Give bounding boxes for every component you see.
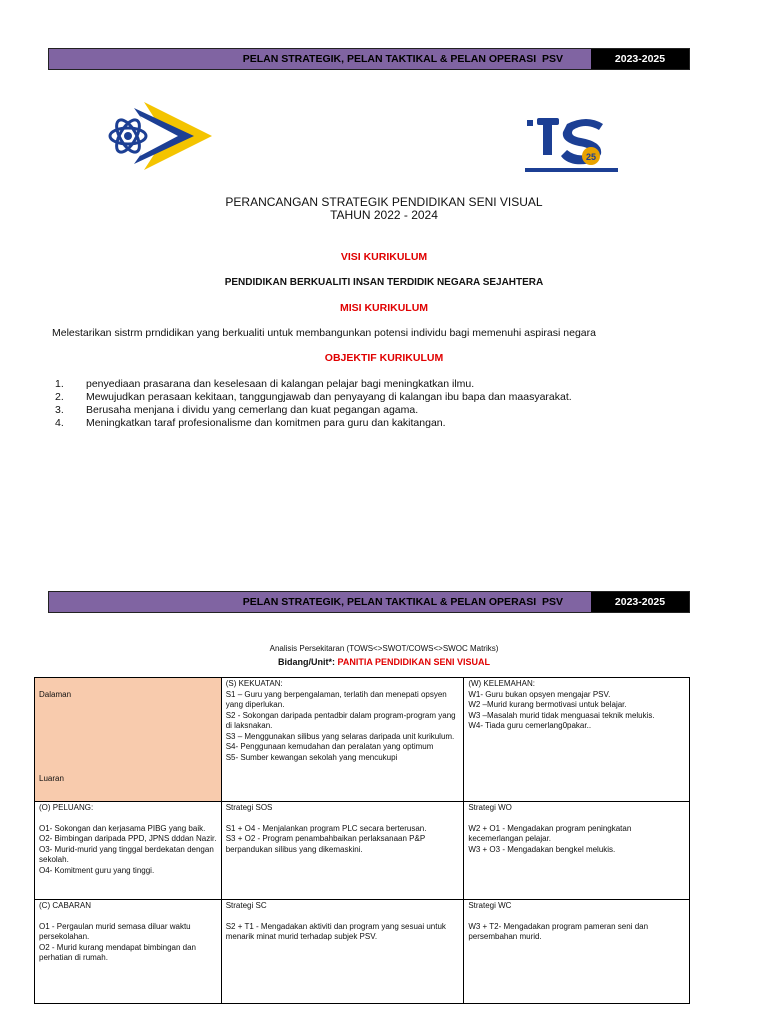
strategi-so-item: S3 + O2 - Program penambahbaikan perlaksanaan P&P berpandukan silibus yang dikemaskini. — [225, 834, 426, 854]
kelemahan-item: W4- Tiada guru cemerlang0pakar.. — [468, 721, 592, 730]
strategi-wc-item: W3 + T2- Mengadakan program pameran seni dan persembahan murid. — [468, 921, 649, 941]
strategi-so-cell — [221, 802, 464, 900]
page-title: PERANCANGAN STRATEGIK PENDIDIKAN SENI VISUAL — [225, 195, 543, 209]
strategi-wo-item: W2 + O1 - Mengadakan program peningkatan kecemerlangan pelajar. — [468, 823, 632, 843]
bidang-line — [0, 657, 768, 667]
strategi-sc-cell — [221, 900, 464, 1004]
list-number: 4. — [55, 417, 64, 429]
list-item — [55, 417, 572, 430]
ts25-logo-icon — [523, 110, 620, 176]
kekuatan-item: S3 – Menggunakan silibus yang selaras daripada unit kurikulum. — [225, 731, 455, 741]
kekuatan-heading: (S) KEKUATAN: — [225, 679, 283, 688]
objektif-label: OBJEKTIF KURIKULUM — [324, 352, 444, 364]
strategi-wo-heading: Strategi WO — [468, 803, 512, 812]
banner-title: PELAN STRATEGIK, PELAN TAKTIKAL & PELAN OPERASI PSV — [49, 592, 591, 612]
list-text: Berusaha menjana i dividu yang cemerlang dan kuat pegangan agama. — [86, 404, 419, 416]
peluang-item: O2- Bimbingan daripada PPD, JPNS dddan Nazir. — [39, 834, 217, 843]
visi-text: PENDIDIKAN BERKUALITI INSAN TERDIDIK NEGARA SEJAHTERA — [224, 277, 544, 288]
strategi-so-heading: Strategi SOS — [225, 803, 273, 812]
analysis-title: Analisis Persekitaran (TOWS<>SWOT/COWS<>SWOC Matriks) — [269, 644, 499, 653]
peluang-item: O1- Sokongan dan kerjasama PIBG yang baik. — [39, 823, 206, 833]
objektif-list — [55, 378, 572, 430]
peluang-heading: (O) PELUANG: — [39, 803, 94, 812]
table-row — [35, 802, 690, 900]
strategi-sc-item: S2 + T1 - Mengadakan aktiviti dan program yang sesuai untuk menarik minat murid terhadap subjek PSV. — [225, 921, 446, 941]
list-item — [55, 378, 572, 391]
svg-text:25: 25 — [586, 152, 597, 162]
kelemahan-item: W1- Guru bukan opsyen mengajar PSV. — [468, 689, 611, 699]
kekuatan-item: S1 – Guru yang berpengalaman, terlatih dan menepati opsyen yang diperlukan. — [225, 689, 447, 709]
list-text: Meningkatkan taraf profesionalisme dan komitmen para guru dan kakitangan. — [86, 417, 446, 429]
strategi-wc-cell — [464, 900, 690, 1004]
kekuatan-cell — [221, 678, 464, 802]
cabaran-item: O2 - Murid kurang mendapat bimbingan dan perhatian di rumah. — [39, 942, 196, 962]
kelemahan-item: W2 –Murid kurang bermotivasi untuk belajar. — [468, 700, 627, 709]
banner-years: 2023-2025 — [591, 592, 689, 612]
list-number: 3. — [55, 404, 64, 416]
peluang-item: O3- Murid-murid yang tinggal berdekatan dengan sekolah. — [39, 844, 214, 864]
list-number: 1. — [55, 378, 64, 390]
peluang-cell — [35, 802, 222, 900]
dalaman-luaran-cell — [35, 678, 222, 802]
table-row — [35, 678, 690, 802]
page-subtitle: TAHUN 2022 - 2024 — [330, 208, 438, 222]
strategi-so-item: S1 + O4 - Menjalankan program PLC secara berterusan. — [225, 823, 427, 833]
kelemahan-heading: (W) KELEMAHAN: — [468, 679, 535, 688]
list-number: 2. — [55, 391, 64, 403]
swot-table — [34, 677, 690, 1004]
banner-years: 2023-2025 — [591, 49, 689, 69]
ministry-arrow-logo-icon — [104, 98, 216, 174]
misi-text: Melestarikan sistrm prndidikan yang berkualiti untuk membangunkan potensi individu bagi memenuhi aspirasi negara — [52, 327, 596, 339]
kelemahan-item: W3 –Masalah murid tidak menguasai teknik melukis. — [468, 710, 655, 720]
misi-label: MISI KURIKULUM — [339, 302, 429, 314]
list-item — [55, 391, 572, 404]
strategi-wc-heading: Strategi WC — [468, 901, 512, 910]
kekuatan-item: S2 - Sokongan daripada pentadbir dalam program-program yang di laksnakan. — [225, 710, 456, 730]
luaran-label: Luaran — [39, 774, 64, 783]
strategi-wo-item: W3 + O3 - Mengadakan bengkel melukis. — [468, 844, 616, 854]
cabaran-item: O1 - Pergaulan murid semasa diluar waktu persekolahan. — [39, 921, 191, 941]
kekuatan-item: S4- Penggunaan kemudahan dan peralatan yang optimum — [225, 742, 434, 751]
list-text: penyediaan prasarana dan keselesaan di kalangan pelajar bagi meningkatkan ilmu. — [86, 378, 475, 390]
table-row — [35, 900, 690, 1004]
strategi-wo-cell — [464, 802, 690, 900]
second-banner — [48, 591, 690, 613]
top-banner — [48, 48, 690, 70]
strategi-sc-heading: Strategi SC — [225, 901, 267, 910]
bidang-label: Bidang/Unit*: — [277, 657, 335, 667]
dalaman-label: Dalaman — [39, 690, 72, 699]
visi-label: VISI KURIKULUM — [340, 251, 428, 263]
cabaran-heading: (C) CABARAN — [39, 901, 92, 910]
banner-title: PELAN STRATEGIK, PELAN TAKTIKAL & PELAN OPERASI PSV — [49, 49, 591, 69]
list-text: Mewujudkan perasaan kekitaan, tanggungjawab dan penyayang di kalangan ibu bapa dan maasyarakat. — [86, 391, 572, 403]
cabaran-cell — [35, 900, 222, 1004]
bidang-value: PANITIA PENDIDIKAN SENI VISUAL — [334, 657, 490, 667]
kekuatan-item: S5- Sumber kewangan sekolah yang mencukupi — [225, 752, 398, 762]
peluang-item: O4- Komitment guru yang tinggi. — [39, 865, 155, 875]
list-item — [55, 404, 572, 417]
kelemahan-cell — [464, 678, 690, 802]
